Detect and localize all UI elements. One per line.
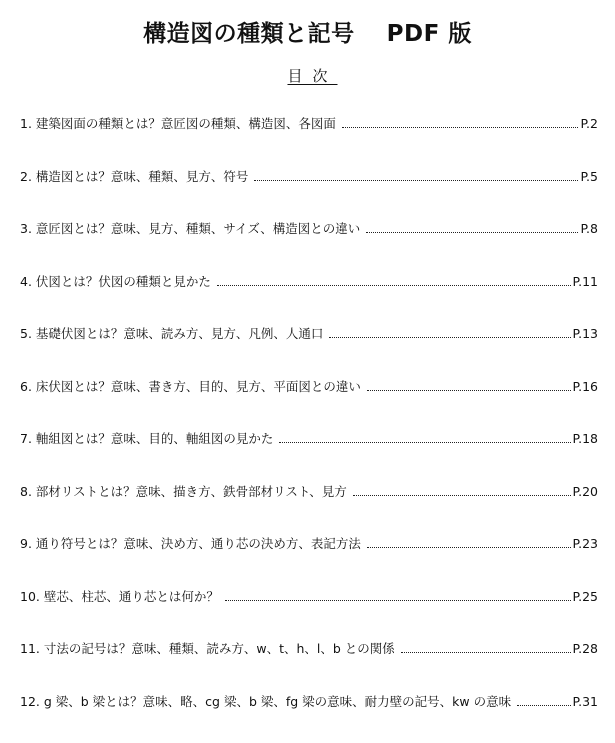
toc-entry-page: P.28 (572, 641, 598, 656)
dot-leader (367, 390, 571, 391)
toc-entry-title: 12. g 梁、b 梁とは？意味、略、cg 梁、b 梁、fg 梁の意味、耐力壁の記号、kw の意味 (20, 693, 512, 709)
toc-entry-title: 1. 建築図面の種類とは？意匠図の種類、構造図、各図面 (20, 116, 336, 131)
toc-entry-page: P.25 (572, 588, 598, 604)
toc-entry-3[interactable] (20, 218, 598, 237)
toc-entry-title: 11. 寸法の記号は？意味、種類、読み方、w、t、h、l、b との関係 (20, 641, 395, 656)
toc-heading (0, 66, 615, 86)
toc-entry-10[interactable] (20, 586, 598, 605)
toc-entry-5[interactable] (20, 323, 598, 342)
dot-leader (217, 285, 571, 286)
toc-entry-page: P.11 (572, 273, 598, 289)
dot-leader (329, 337, 570, 338)
dot-leader (401, 652, 571, 653)
dot-leader (353, 495, 571, 496)
toc-entry-page: P.31 (572, 693, 598, 709)
toc-entry-page: P.13 (572, 326, 598, 341)
toc-entry-6[interactable] (20, 376, 598, 395)
table-of-contents (20, 113, 598, 743)
document-title: 構造図の種類と記号 PDF 版 (143, 21, 472, 47)
toc-entry-page: P.23 (572, 536, 598, 551)
toc-entry-2[interactable] (20, 166, 598, 185)
dot-leader (254, 180, 578, 181)
toc-heading-text: 目次 (287, 67, 338, 85)
dot-leader (279, 442, 570, 443)
toc-entry-page: P.5 (580, 168, 598, 184)
toc-entry-title: 8. 部材リストとは？意味、描き方、鉄骨部材リスト、見方 (20, 483, 347, 499)
dot-leader (342, 127, 579, 128)
toc-entry-1[interactable] (20, 113, 598, 132)
toc-entry-title: 9. 通り符号とは？意味、決め方、通り芯の決め方、表記方法 (20, 536, 361, 551)
toc-entry-title: 7. 軸組図とは？意味、目的、軸組図の見かた (20, 431, 274, 446)
toc-entry-title: 4. 伏図とは？伏図の種類と見かた (20, 273, 211, 289)
dot-leader (366, 232, 578, 233)
toc-entry-9[interactable] (20, 533, 598, 552)
toc-entry-11[interactable] (20, 638, 598, 657)
toc-entry-8[interactable] (20, 481, 598, 500)
toc-entry-title: 2. 構造図とは？意味、種類、見方、符号 (20, 168, 249, 184)
toc-entry-page: P.18 (572, 431, 598, 446)
toc-entry-page: P.2 (580, 116, 598, 131)
toc-entry-title: 3. 意匠図とは？意味、見方、種類、サイズ、構造図との違い (20, 221, 361, 236)
toc-entry-7[interactable] (20, 428, 598, 447)
toc-entry-title: 5. 基礎伏図とは？意味、読み方、見方、凡例、人通口 (20, 326, 324, 341)
dot-leader (225, 600, 571, 601)
dot-leader (517, 705, 570, 706)
toc-entry-12[interactable] (20, 691, 598, 710)
toc-entry-page: P.20 (572, 483, 598, 499)
dot-leader (367, 547, 571, 548)
toc-entry-4[interactable] (20, 271, 598, 290)
toc-entry-title: 6. 床伏図とは？意味、書き方、目的、見方、平面図との違い (20, 378, 361, 394)
toc-entry-page: P.8 (580, 221, 598, 236)
toc-entry-title: 10. 壁芯、柱芯、通り芯とは何か？ (20, 588, 219, 604)
toc-entry-page: P.16 (572, 378, 598, 394)
